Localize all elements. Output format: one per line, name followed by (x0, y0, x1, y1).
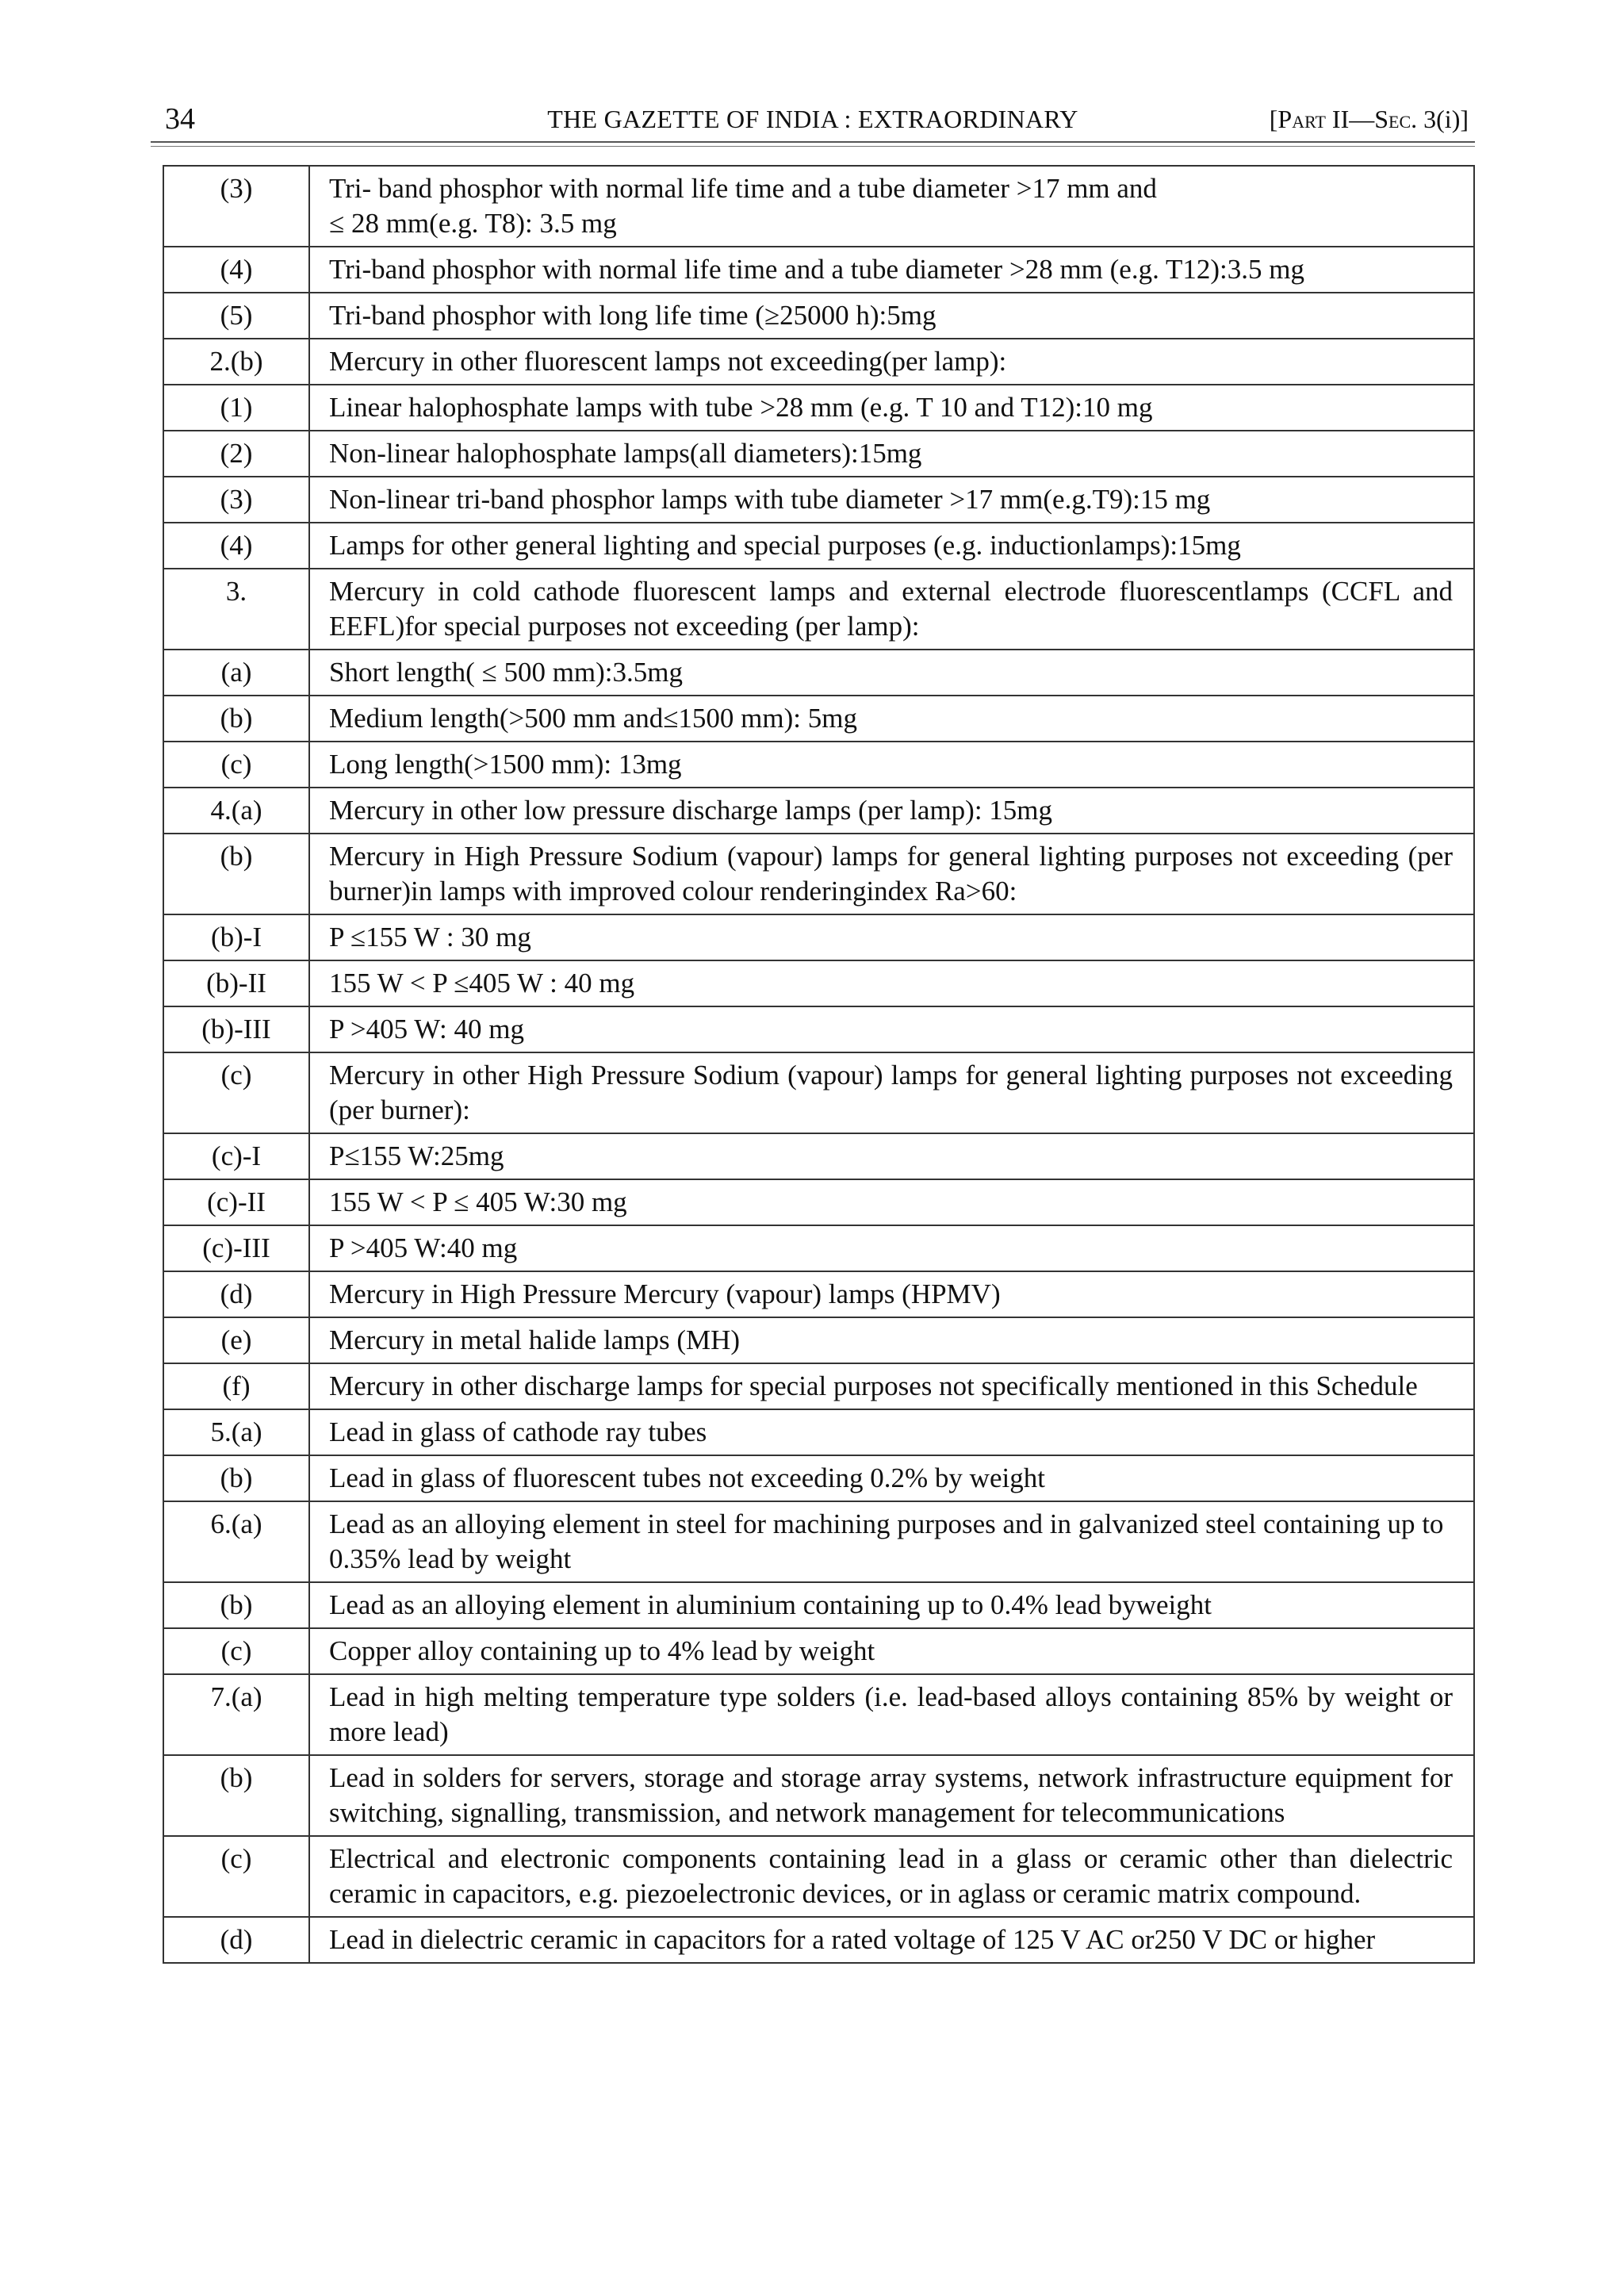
item-number: (c) (163, 742, 309, 788)
table-row (163, 339, 1474, 385)
item-number: (b) (163, 1582, 309, 1628)
item-number: (d) (163, 1271, 309, 1317)
table-row (163, 1836, 1474, 1917)
item-description: Tri-band phosphor with normal life time and a tube diameter >28 mm (e.g. T12):3.5 mg (309, 247, 1474, 293)
item-description: Long length(>1500 mm): 13mg (309, 742, 1474, 788)
item-number: 7.(a) (163, 1674, 309, 1755)
item-description: Tri-band phosphor with long life time (≥25000 h):5mg (309, 293, 1474, 339)
table-row (163, 1052, 1474, 1133)
item-description: Mercury in cold cathode fluorescent lamps and external electrode fluorescentlamps (CCFL and EEFL)for special purposes not exceeding (per lamp): (309, 569, 1474, 650)
item-number: (b)-III (163, 1006, 309, 1052)
section-small-caps: ec (1388, 105, 1411, 133)
item-description: 155 W < P ≤ 405 W:30 mg (309, 1179, 1474, 1225)
table-row (163, 431, 1474, 477)
item-description: Lead in high melting temperature type solders (i.e. lead-based alloys containing 85% by weight or more lead) (309, 1674, 1474, 1755)
item-number: (1) (163, 385, 309, 431)
table-row (163, 1271, 1474, 1317)
item-number: (a) (163, 650, 309, 696)
item-number: (3) (163, 477, 309, 523)
table-row (163, 650, 1474, 696)
item-number: (b)-II (163, 960, 309, 1006)
item-description: Lead in glass of cathode ray tubes (309, 1409, 1474, 1455)
item-number: 3. (163, 569, 309, 650)
item-description: Copper alloy containing up to 4% lead by weight (309, 1628, 1474, 1674)
table-row (163, 166, 1474, 247)
table-row (163, 1582, 1474, 1628)
table-row (163, 1501, 1474, 1582)
item-description: Lead as an alloying element in aluminium containing up to 0.4% lead byweight (309, 1582, 1474, 1628)
table-row (163, 477, 1474, 523)
item-description: P≤155 W:25mg (309, 1133, 1474, 1179)
table-row (163, 1455, 1474, 1501)
item-description: P ≤155 W : 30 mg (309, 914, 1474, 960)
item-number: (b) (163, 696, 309, 742)
item-number: (f) (163, 1363, 309, 1409)
table-row (163, 523, 1474, 569)
item-description: Mercury in High Pressure Sodium (vapour) lamps for general lighting purposes not exceeding (per burner)in lamps with improved colour renderingindex Ra>60: (309, 834, 1474, 914)
item-number: (b) (163, 1755, 309, 1836)
item-number: (b) (163, 1455, 309, 1501)
item-description: Mercury in High Pressure Mercury (vapour) lamps (HPMV) (309, 1271, 1474, 1317)
item-description: Mercury in metal halide lamps (MH) (309, 1317, 1474, 1363)
table-row (163, 1133, 1474, 1179)
item-number: (c) (163, 1836, 309, 1917)
table-row (163, 1317, 1474, 1363)
item-number: (2) (163, 431, 309, 477)
table-row (163, 247, 1474, 293)
item-number: (b) (163, 834, 309, 914)
table-row (163, 960, 1474, 1006)
part-open: [P (1269, 105, 1293, 133)
item-description: P >405 W: 40 mg (309, 1006, 1474, 1052)
item-number: (c) (163, 1052, 309, 1133)
table-row (163, 385, 1474, 431)
table-row (163, 1674, 1474, 1755)
item-description: P >405 W:40 mg (309, 1225, 1474, 1271)
item-number: (e) (163, 1317, 309, 1363)
item-description: Mercury in other low pressure discharge lamps (per lamp): 15mg (309, 788, 1474, 834)
item-number: 2.(b) (163, 339, 309, 385)
table-row (163, 293, 1474, 339)
item-description: Lead in dielectric ceramic in capacitors for a rated voltage of 125 V AC or250 V DC or higher (309, 1917, 1474, 1963)
gazette-title: THE GAZETTE OF INDIA : EXTRAORDINARY (547, 105, 1078, 133)
item-description: 155 W < P ≤405 W : 40 mg (309, 960, 1474, 1006)
page-header (151, 97, 1475, 138)
table-row (163, 834, 1474, 914)
item-number: (c)-I (163, 1133, 309, 1179)
item-description: Mercury in other High Pressure Sodium (vapour) lamps for general lighting purposes not exceeding (per burner): (309, 1052, 1474, 1133)
item-number: (c) (163, 1628, 309, 1674)
table-row (163, 1363, 1474, 1409)
item-description: Lead as an alloying element in steel for machining purposes and in galvanized steel containing up to 0.35% lead by weight (309, 1501, 1474, 1582)
item-description: Lead in solders for servers, storage and storage array systems, network infrastructure equipment for switching, signalling, transmission, and network management for telecommunications (309, 1755, 1474, 1836)
table-row (163, 1628, 1474, 1674)
item-number: 4.(a) (163, 788, 309, 834)
exemption-table-body (163, 166, 1474, 1963)
item-description: Mercury in other fluorescent lamps not exceeding(per lamp): (309, 339, 1474, 385)
item-description: Short length( ≤ 500 mm):3.5mg (309, 650, 1474, 696)
table-row (163, 569, 1474, 650)
item-description: Lamps for other general lighting and special purposes (e.g. inductionlamps):15mg (309, 523, 1474, 569)
page-number: 34 (165, 102, 195, 136)
item-description: Tri- band phosphor with normal life time and a tube diameter >17 mm and ≤ 28 mm(e.g. T8): 3.5 mg (309, 166, 1474, 247)
item-description: Non-linear tri-band phosphor lamps with tube diameter >17 mm(e.g.T9):15 mg (309, 477, 1474, 523)
table-row (163, 788, 1474, 834)
item-number: (d) (163, 1917, 309, 1963)
part-section (1270, 105, 1469, 134)
item-number: (c)-III (163, 1225, 309, 1271)
item-number: (b)-I (163, 914, 309, 960)
item-description: Non-linear halophosphate lamps(all diameters):15mg (309, 431, 1474, 477)
table-row (163, 1917, 1474, 1963)
item-description: Mercury in other discharge lamps for special purposes not specifically mentioned in this Schedule (309, 1363, 1474, 1409)
item-number: (c)-II (163, 1179, 309, 1225)
item-number: (5) (163, 293, 309, 339)
item-description: Linear halophosphate lamps with tube >28 mm (e.g. T 10 and T12):10 mg (309, 385, 1474, 431)
item-description: Medium length(>500 mm and≤1500 mm): 5mg (309, 696, 1474, 742)
table-row (163, 742, 1474, 788)
header-rule (151, 141, 1475, 143)
item-number: 5.(a) (163, 1409, 309, 1455)
item-number: (4) (163, 247, 309, 293)
table-row (163, 914, 1474, 960)
table-row (163, 1755, 1474, 1836)
table-row (163, 696, 1474, 742)
item-number: (3) (163, 166, 309, 247)
item-number: 6.(a) (163, 1501, 309, 1582)
item-description: Electrical and electronic components containing lead in a glass or ceramic other than dielectric ceramic in capacitors, e.g. piezoelectronic devices, or in aglass or ceramic matrix compound. (309, 1836, 1474, 1917)
item-description: Lead in glass of fluorescent tubes not exceeding 0.2% by weight (309, 1455, 1474, 1501)
part-close: . 3(i)] (1411, 105, 1469, 133)
header-rule-thin (151, 146, 1475, 147)
part-small-caps: art (1292, 105, 1326, 133)
table-row (163, 1179, 1474, 1225)
table-row (163, 1225, 1474, 1271)
table-row (163, 1409, 1474, 1455)
table-row (163, 1006, 1474, 1052)
part-mid: II—S (1325, 105, 1389, 133)
exemption-table (163, 165, 1475, 1964)
item-number: (4) (163, 523, 309, 569)
